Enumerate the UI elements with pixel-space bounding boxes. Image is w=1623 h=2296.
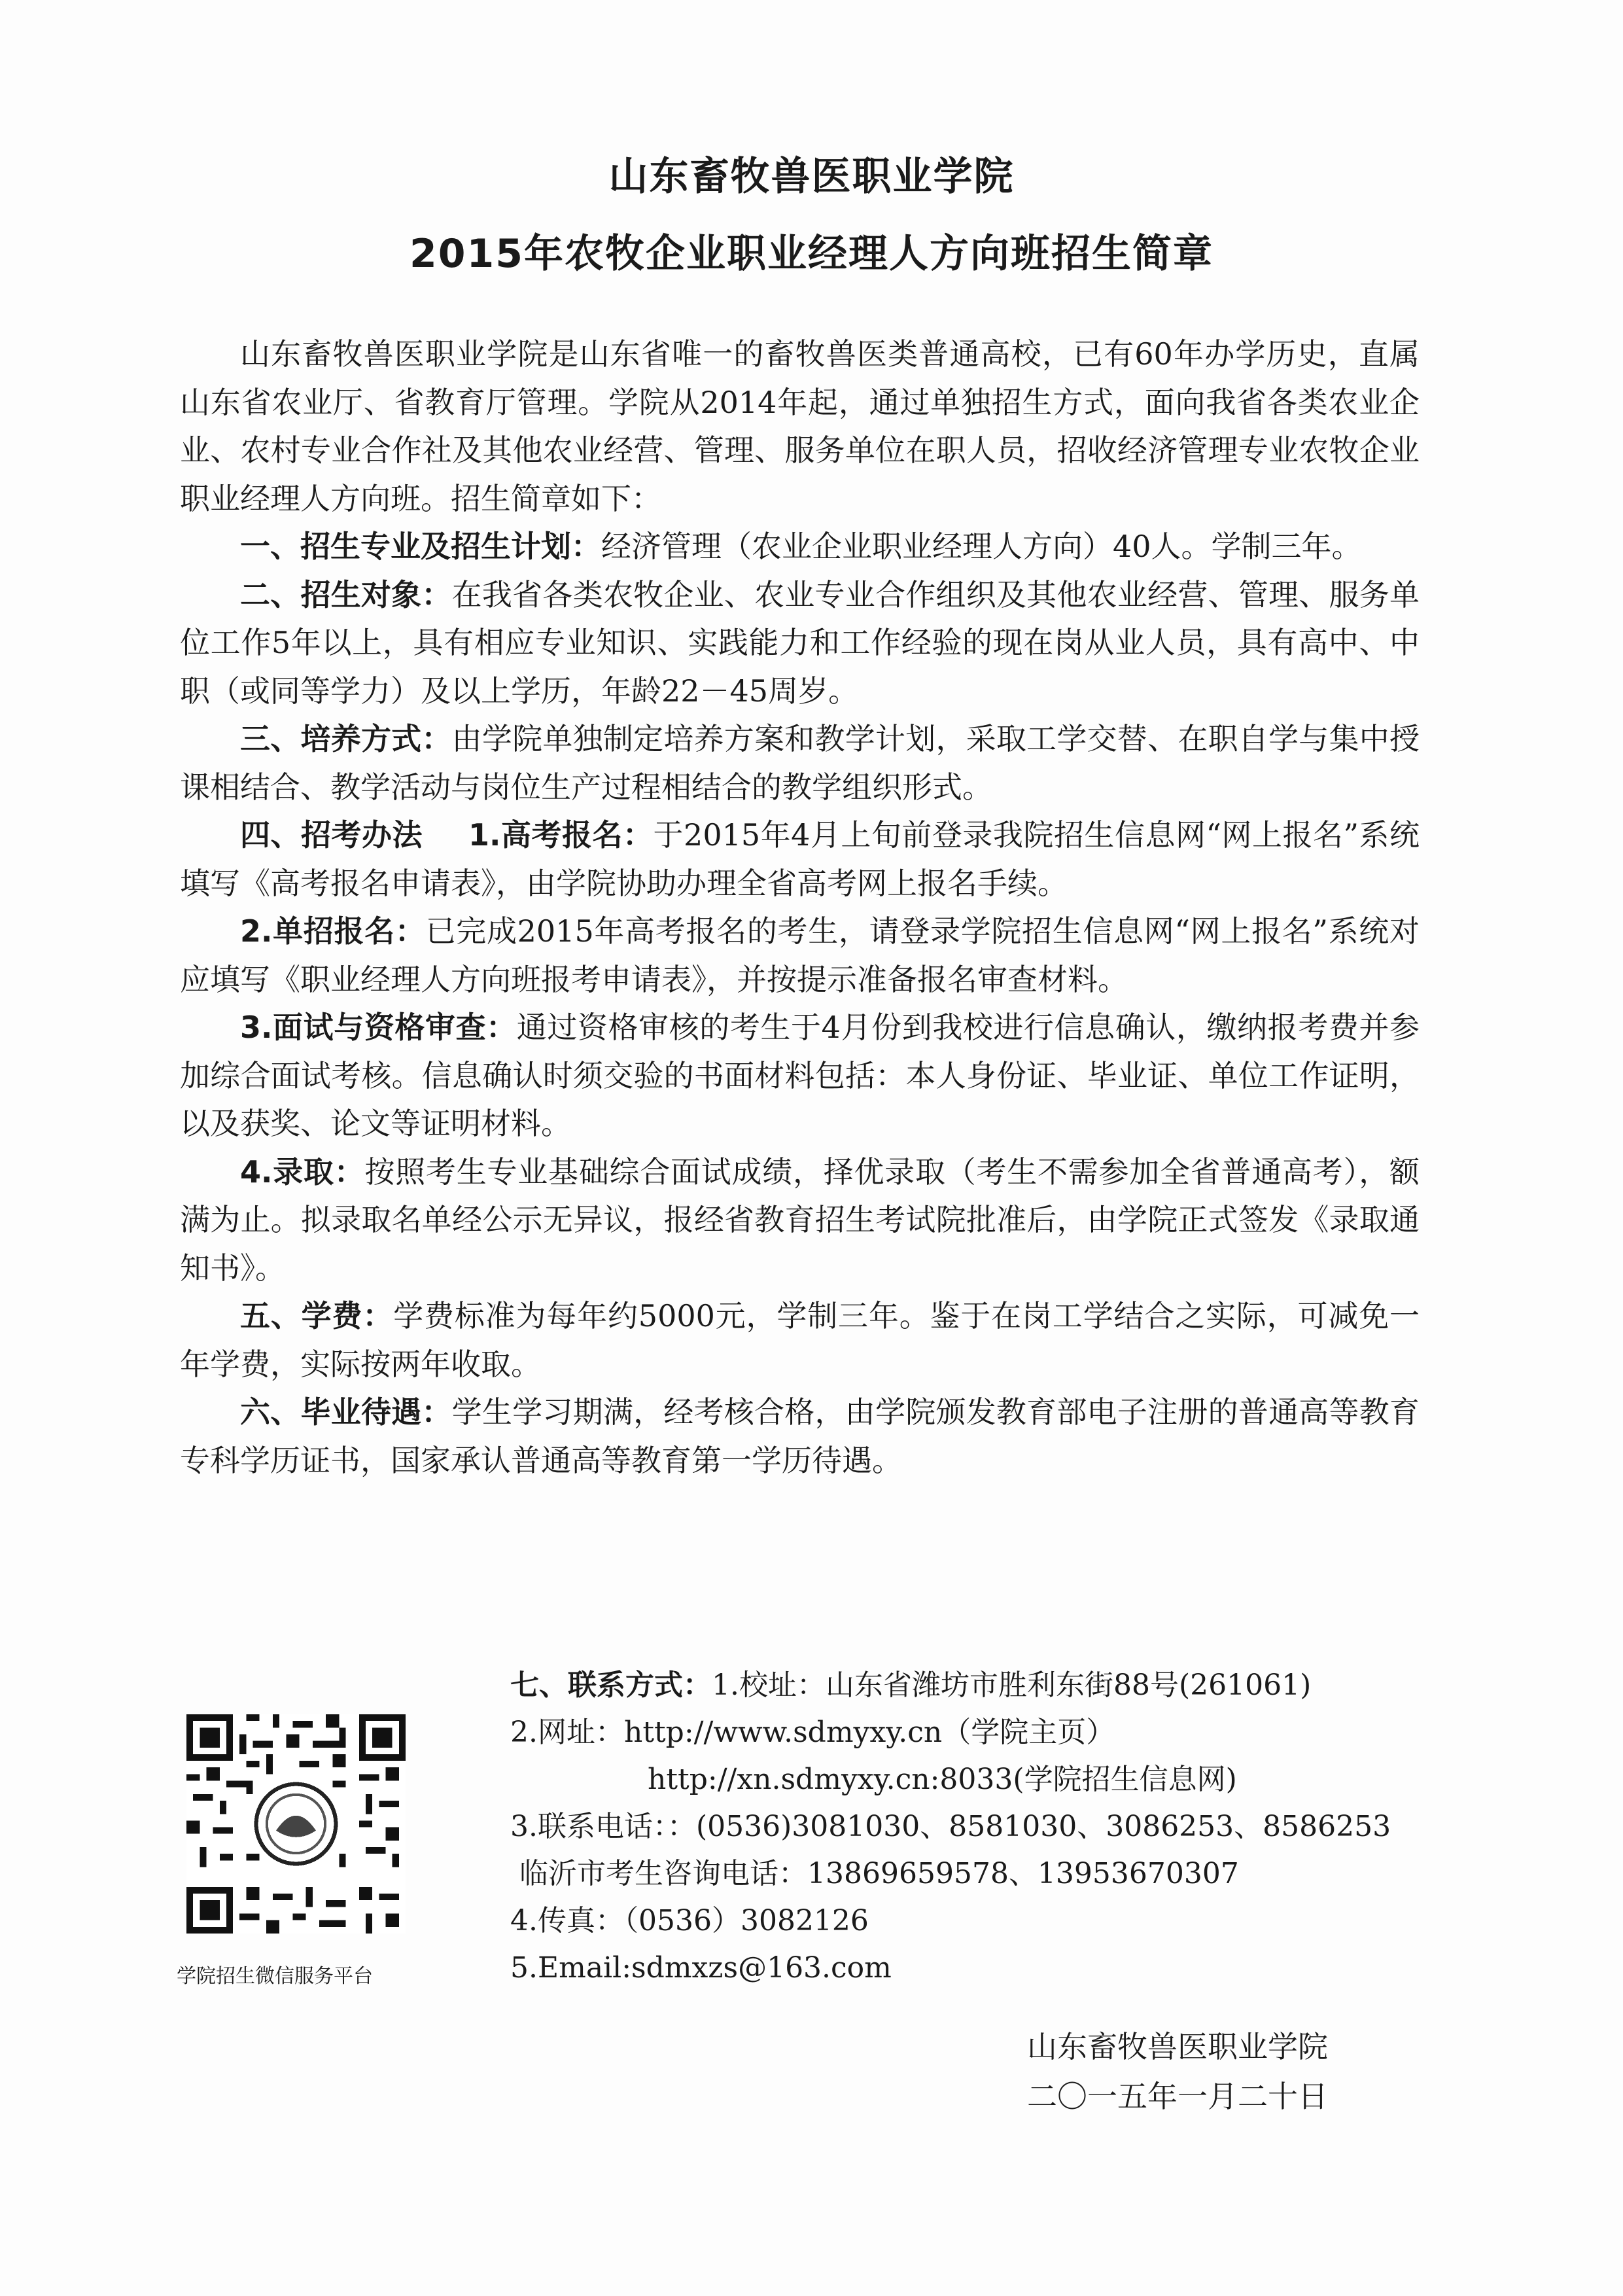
section-4-heading: 四、招考办法: [240, 817, 423, 853]
section-6: [180, 1388, 1420, 1485]
section-3-heading: 三、培养方式：: [240, 721, 452, 756]
section-1: [180, 523, 1420, 571]
section-4-1-heading: 1.高考报名：: [468, 817, 654, 853]
section-5-heading: 五、学费：: [240, 1298, 394, 1333]
contact-website: 2.网址：http://www.sdmyxy.cn（学院主页）: [510, 1716, 1115, 1749]
section-3: [180, 715, 1420, 811]
section-4-1-text: 于2015年4月上旬前登录我院招生信息网“网上报名”系统填写《高考报名申请表》，由学院协助办理全省高考网上报名手续。: [180, 817, 1420, 901]
section-4-4-text: 按照考生专业基础综合面试成绩，择优录取（考生不需参加全省普通高考），额满为止。拟录取名单经公示无异议，报经省教育招生考试院批准后，由学院正式签发《录取通知书》。: [180, 1154, 1420, 1286]
section-6-heading: 六、毕业待遇：: [240, 1394, 452, 1430]
section-5-text: 学费标准为每年约5000元，学制三年。鉴于在岗工学结合之实际，可减免一年学费，实际按两年收取。: [180, 1298, 1420, 1382]
section-4-3: [180, 1004, 1420, 1148]
section-4-3-heading: 3.面试与资格审查：: [240, 1010, 517, 1045]
section-4-1: [180, 811, 1420, 908]
section-4-4-heading: 4.录取：: [240, 1154, 365, 1190]
qr-code-icon: [186, 1714, 406, 1934]
section-3-text: 由学院单独制定培养方案和教学计划，采取工学交替、在职自学与集中授课相结合、教学活动与岗位生产过程相结合的教学组织形式。: [180, 721, 1420, 805]
contact-address-row: [510, 1662, 1391, 1709]
contact-address: 1.校址：山东省潍坊市胜利东街88号(261061): [712, 1669, 1312, 1702]
signature-block: [1027, 2022, 1328, 2121]
signature-org: 山东畜牧兽医职业学院: [1027, 2029, 1328, 2064]
section-4-4: [180, 1148, 1420, 1293]
contact-heading: 七、联系方式：: [510, 1669, 712, 1702]
section-4-3-text: 通过资格审核的考生于4月份到我校进行信息确认，缴纳报考费并参加综合面试考核。信息确认时须交验的书面材料包括：本人身份证、毕业证、单位工作证明，以及获奖、论文等证明材料。: [180, 1010, 1420, 1141]
section-1-text: 经济管理（农业企业职业经理人方向）40人。学制三年。: [601, 529, 1362, 564]
contact-website-admissions: http://xn.sdmyxy.cn:8033(学院招生信息网): [648, 1763, 1237, 1796]
section-4-2-heading: 2.单招报名：: [240, 913, 426, 949]
section-2: [180, 571, 1420, 716]
document-subtitle: 2015年农牧企业职业经理人方向班招生简章: [410, 231, 1213, 277]
qr-caption: 学院招生微信服务平台: [177, 1965, 373, 1988]
section-4-2-text: 已完成2015年高考报名的考生，请登录学院招生信息网“网上报名”系统对应填写《职业经理人方向班报考申请表》，并按提示准备报名审查材料。: [180, 913, 1420, 997]
section-2-heading: 二、招生对象：: [240, 576, 452, 612]
document-body: [180, 330, 1420, 1485]
section-6-text: 学生学习期满，经考核合格，由学院颁发教育部电子注册的普通高等教育专科学历证书，国家承认普通高等教育第一学历待遇。: [180, 1394, 1420, 1478]
section-2-text: 在我省各类农牧企业、农业专业合作组织及其他农业经营、管理、服务单位工作5年以上，具有相应专业知识、实践能力和工作经验的现在岗从业人员，具有高中、中职（或同等学力）及以上学历，年龄22－45周岁。: [180, 576, 1420, 709]
contact-phone: 3.联系电话：：(0536)3081030、8581030、3086253、8586253: [510, 1810, 1391, 1843]
signature-date: 二〇一五年一月二十日: [1027, 2079, 1328, 2114]
section-4-2: [180, 908, 1420, 1004]
contact-phone-linyi: 临沂市考生咨询电话：13869659578、13953670307: [519, 1857, 1239, 1890]
document-title: 山东畜牧兽医职业学院: [608, 154, 1015, 200]
contact-email: 5.Email:sdmxzs@163.com: [510, 1951, 892, 1985]
section-1-heading: 一、招生专业及招生计划：: [240, 529, 601, 564]
contact-fax: 4.传真：（0536）3082126: [510, 1904, 869, 1937]
section-5: [180, 1292, 1420, 1388]
contact-section: [510, 1662, 1391, 1992]
intro-paragraph: 山东畜牧兽医职业学院是山东省唯一的畜牧兽医类普通高校，已有60年办学历史，直属山东省农业厅、省教育厅管理。学院从2014年起，通过单独招生方式，面向我省各类农业企业、农村专业合作社及其他农业经营、管理、服务单位在职人员，招收经济管理专业农牧企业职业经理人方向班。招生简章如下：: [180, 336, 1420, 516]
